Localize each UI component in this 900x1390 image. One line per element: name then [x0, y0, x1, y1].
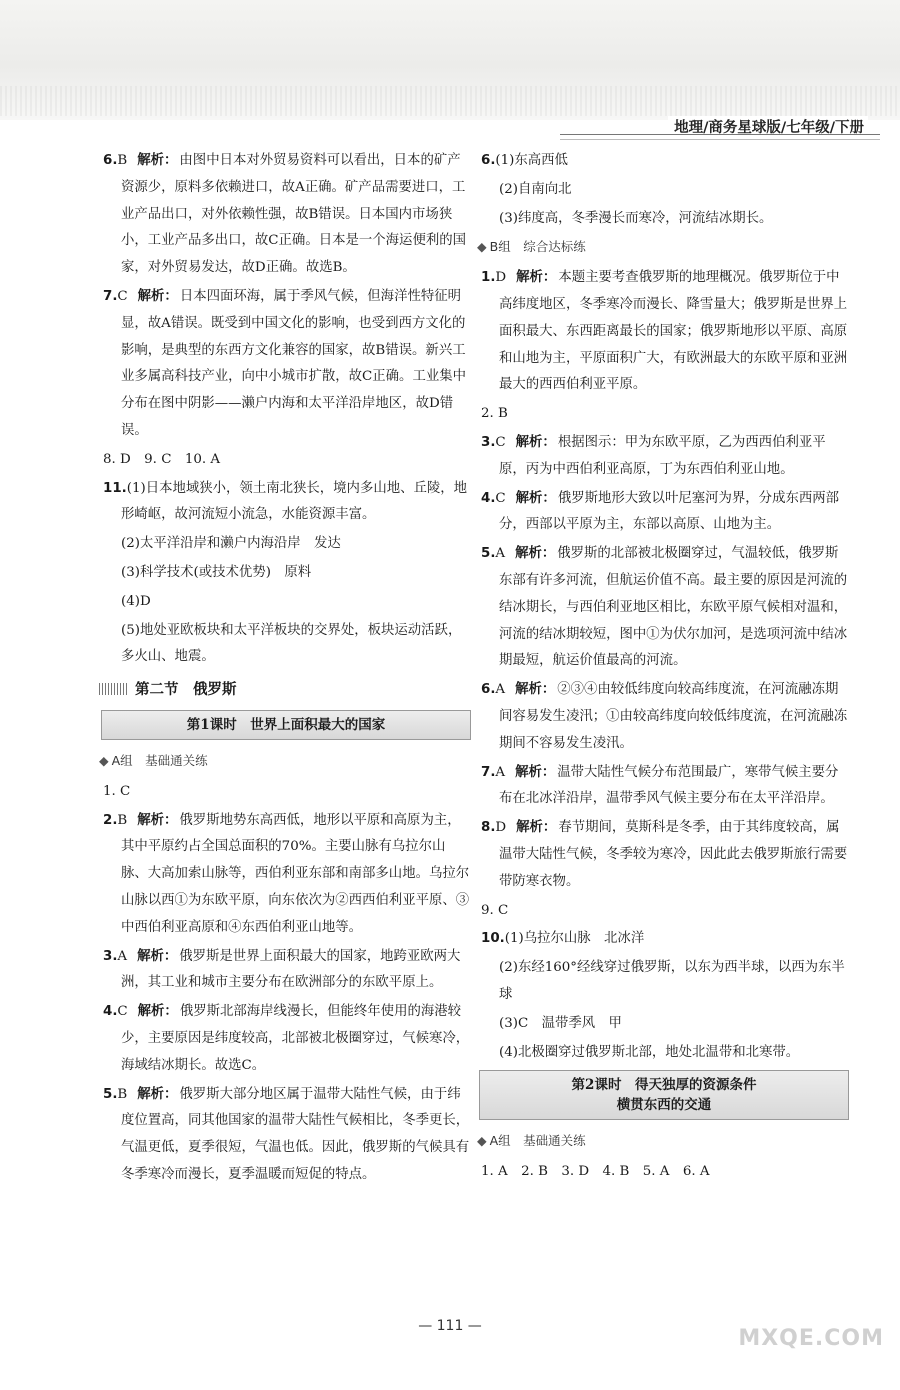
left-column	[99, 148, 471, 1191]
section-marker-icon	[99, 683, 129, 695]
question-number: 5.	[103, 1086, 118, 1102]
answer-item	[103, 284, 471, 445]
question-number: 3.	[103, 948, 118, 964]
analysis-label: 解析：	[137, 948, 178, 964]
group-heading	[477, 1128, 849, 1155]
sub-answer: (3)科学技术(或技术优势) 原料	[121, 564, 312, 580]
question-number: 6.	[481, 153, 496, 168]
answer-choice: C	[495, 490, 506, 506]
scan-top-band	[0, 0, 900, 120]
question-number: 6.	[481, 682, 496, 698]
answer-text: (1)东高西低	[495, 153, 568, 168]
answer-line: 2. B	[481, 406, 508, 422]
question-number: 8.	[481, 820, 496, 836]
question-number: 4.	[481, 490, 496, 506]
answer-item	[481, 265, 849, 399]
page-number: — 111 —	[418, 1318, 482, 1334]
answer-item	[103, 148, 471, 282]
answer-item	[481, 926, 849, 953]
lesson-banner-line: 第2课时 得天独厚的资源条件	[571, 1077, 757, 1094]
analysis-label: 解析：	[137, 1086, 178, 1102]
answer-text: ②③④由较低纬度向较高纬度流，在河流融冻期间容易发生凌汛；①由较高纬度向较低纬度流，在河流融冻期间不容易发生凌汛。	[499, 682, 848, 751]
lesson-banner: 第1课时 世界上面积最大的国家	[101, 710, 471, 740]
analysis-label: 解析：	[137, 1004, 178, 1020]
answer-text: 俄罗斯的北部被北极圈穿过，气温较低，俄罗斯东部有许多河流，但航运价值不高。最主要的原因是河流的结冰期长，与西伯利亚地区相比，东欧平原气候相对温和，河流的结冰期较短，图中①为伏尔加河，是选项河流中结冰期最短，航运价值最高的河流。	[499, 546, 848, 669]
answer-choice: B	[117, 812, 128, 828]
lesson-banner	[479, 1070, 849, 1120]
question-number: 3.	[481, 434, 496, 450]
answer-text: 春节期间，莫斯科是冬季，由于其纬度较高，属温带大陆性气候，冬季较为寒冷，因此此去俄罗斯旅行需要带防寒衣物。	[499, 820, 848, 889]
group-heading	[99, 748, 471, 775]
sub-answer: (5)地处亚欧板块和太平洋板块的交界处，板块运动活跃，多火山、地震。	[121, 622, 462, 665]
answer-item	[481, 486, 849, 540]
sub-answer: (4)D	[121, 593, 151, 609]
analysis-label: 解析：	[515, 764, 556, 780]
diamond-icon: ◆	[99, 752, 109, 768]
sub-answer: (2)东经160°经线穿过俄罗斯，以东为西半球，以西为东半球	[499, 960, 845, 1002]
sub-answer: (2)自南向北	[499, 181, 572, 197]
diamond-icon: ◆	[477, 239, 487, 255]
answer-choice: A	[495, 682, 506, 698]
answer-text: 本题主要考查俄罗斯的地理概况。俄罗斯位于中高纬度地区，冬季寒冷而漫长、降雪量大；俄罗斯是世界上面积最大、东西距离最长的国家；俄罗斯地形以平原、高原和山地为主，平原面积广大，有欧洲最大的东欧平原和亚洲最大的西西伯利亚平原。	[499, 270, 848, 393]
running-header: 地理/商务星球版/七年级/下册	[668, 116, 868, 137]
question-number: 11.	[103, 480, 127, 496]
analysis-label: 解析：	[515, 546, 556, 562]
diamond-icon: ◆	[477, 1133, 487, 1149]
answer-text: 温带大陆性气候分布范围最广，寒带气候主要分布在北冰洋沿岸，温带季风气候主要分布在太平洋沿岸。	[499, 764, 839, 807]
answer-text: 俄罗斯大部分地区属于温带大陆性气候，由于纬度位置高，同其他国家的温带大陆性气候相比，冬季更长，气温更低，夏季很短，气温也低。因此，俄罗斯的气候具有冬季寒冷而漫长，夏季温暖而短促的特点。	[121, 1086, 470, 1182]
answer-item	[481, 677, 849, 757]
answer-text: 俄罗斯地势东高西低，地形以平原和高原为主，其中平原约占全国总面积的70%。主要山脉有乌拉尔山脉、大高加索山脉等，西伯利亚东部和南部多山地。乌拉尔山脉以西①为东欧平原，向东依次为②西西伯利亚平原、③中西伯利亚高原和④东西伯利亚山地等。	[121, 812, 470, 935]
watermark-logo: MXQE.COM	[738, 1326, 884, 1351]
sub-answer: (4)北极圈穿过俄罗斯北部，地处北温带和北寒带。	[499, 1044, 800, 1060]
answer-text: (1)乌拉尔山脉 北冰洋	[504, 931, 645, 947]
question-number: 1.	[481, 270, 496, 286]
analysis-label: 解析：	[516, 270, 557, 286]
question-number: 5.	[481, 546, 496, 562]
answer-choice: B	[117, 1086, 128, 1102]
answer-item	[481, 430, 849, 484]
answer-choice: C	[117, 288, 128, 304]
answer-line: 1. C	[103, 783, 131, 799]
analysis-label: 解析：	[137, 812, 178, 828]
group-label: A组 基础通关练	[489, 1133, 586, 1149]
answer-line: 1. A 2. B 3. D 4. B 5. A 6. A	[481, 1164, 710, 1180]
header-rule	[560, 134, 880, 140]
question-number: 7.	[103, 288, 118, 304]
answer-choice: D	[495, 820, 507, 836]
answer-item	[103, 476, 471, 530]
answer-item	[103, 944, 471, 998]
answer-line: 8. D 9. C 10. A	[103, 451, 221, 467]
analysis-label: 解析：	[516, 820, 557, 836]
answer-text: 由图中日本对外贸易资料可以看出，日本的矿产资源少，原料多依赖进口，故A正确。矿产品需要进口，工业产品出口，对外依赖性强，故B错误。日本国内市场狭小，工业产品多出口，故C正确。日本是一个海运便利的国家，对外贸易发达，故D正确。故选B。	[121, 153, 467, 276]
answer-item	[103, 999, 471, 1079]
section-heading	[99, 677, 471, 704]
question-number: 7.	[481, 764, 496, 780]
answer-choice: C	[117, 1004, 128, 1020]
answer-text: 俄罗斯地形大致以叶尼塞河为界，分成东西两部分，西部以平原为主，东部以高原、山地为主。	[499, 490, 840, 533]
question-number: 6.	[103, 153, 118, 168]
question-number: 2.	[103, 812, 118, 828]
analysis-label: 解析：	[137, 288, 178, 304]
answer-item	[481, 815, 849, 895]
sub-answer: (3)C 温带季风 甲	[499, 1015, 622, 1031]
answer-choice: A	[495, 546, 506, 562]
analysis-label: 解析：	[515, 434, 556, 450]
question-number: 4.	[103, 1004, 118, 1020]
answer-choice: A	[117, 948, 128, 964]
answer-choice: A	[495, 764, 506, 780]
group-label: A组 基础通关练	[111, 752, 208, 768]
group-heading	[477, 234, 849, 261]
answer-text: 俄罗斯是世界上面积最大的国家，地跨亚欧两大洲，其工业和城市主要分布在欧洲部分的东欧平原上。	[121, 948, 461, 991]
answer-item	[481, 541, 849, 675]
answer-text: 日本四面环海，属于季风气候，但海洋性特征明显，故A错误。既受到中国文化的影响，也受到西方文化的影响，是典型的东西方文化兼容的国家，故B错误。新兴工业多属高科技产业，向中小城市扩散，故C正确。工业集中分布在图中阴影——濑户内海和太平洋沿岸地区，故D错误。	[121, 288, 467, 438]
answer-text: 俄罗斯北部海岸线漫长，但能终年使用的海港较少，主要原因是纬度较高，北部被北极圈穿过，气候寒冷，海域结冰期长。故选C。	[121, 1004, 470, 1073]
lesson-banner-line: 横贯东西的交通	[616, 1097, 712, 1114]
analysis-label: 解析：	[137, 153, 178, 168]
right-column	[477, 148, 849, 1188]
sub-answer: (3)纬度高，冬季漫长而寒冷，河流结冰期长。	[499, 210, 773, 226]
answer-text: 根据图示：甲为东欧平原，乙为西西伯利亚平原，丙为中西伯利亚高原，丁为东西伯利亚山地。	[499, 434, 826, 477]
answer-text: (1)日本地域狭小，领土南北狭长，境内多山地、丘陵，地形崎岖，故河流短小流急，水能资源丰富。	[121, 480, 468, 523]
sub-answer: (2)太平洋沿岸和濑户内海沿岸 发达	[121, 536, 341, 552]
question-number: 10.	[481, 931, 505, 947]
answer-line: 9. C	[481, 902, 509, 918]
answer-choice: B	[117, 153, 128, 168]
section-title: 第二节 俄罗斯	[135, 682, 237, 699]
answer-choice: C	[495, 434, 506, 450]
analysis-label: 解析：	[515, 490, 556, 506]
answer-item	[103, 808, 471, 942]
answer-choice: D	[495, 270, 507, 286]
answer-item	[103, 1082, 471, 1189]
answer-item	[481, 760, 849, 814]
analysis-label: 解析：	[515, 682, 556, 698]
group-label: B组 综合达标练	[489, 239, 586, 255]
answer-item	[481, 148, 849, 175]
